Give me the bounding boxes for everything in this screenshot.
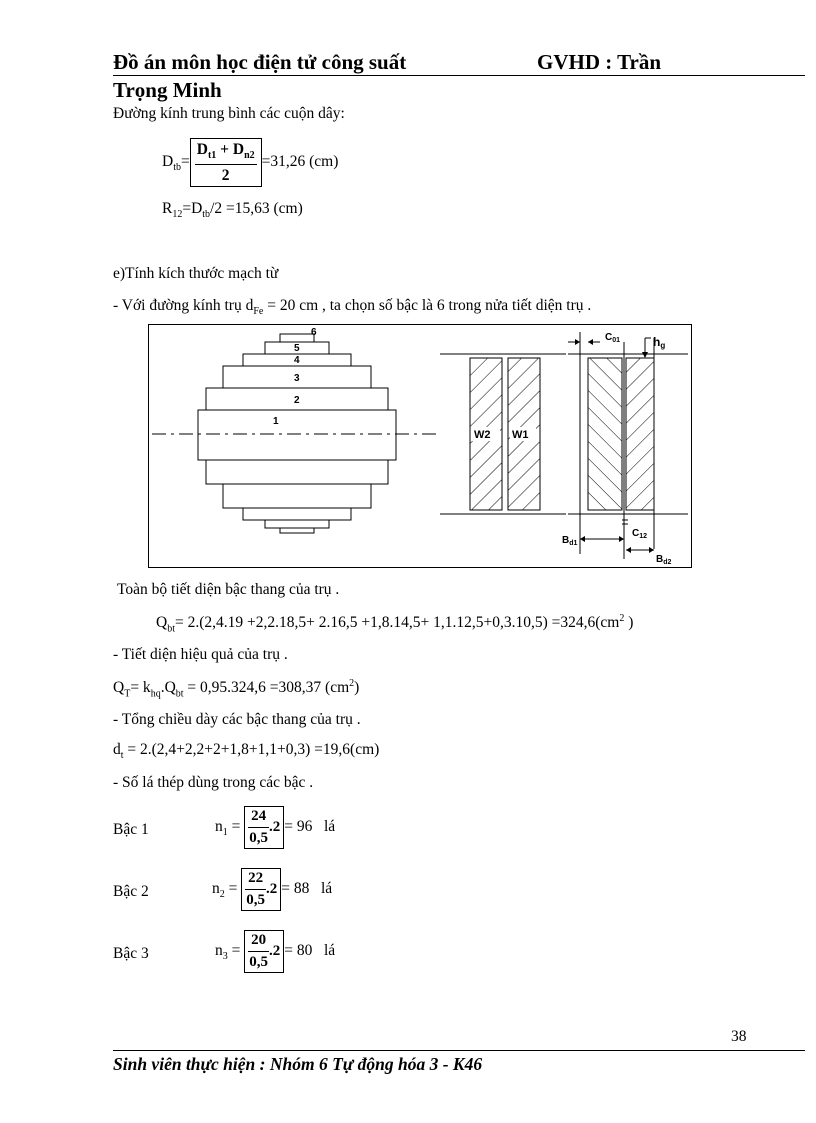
footer-rule: [113, 1050, 805, 1051]
footer-student: Sinh viên thực hiện : Nhóm 6 Tự động hóa 3 - K46: [113, 1054, 483, 1074]
r12-formula: $R_{12}=D_{tb}/2 =15,63$ (cm): [162, 200, 303, 221]
label-hg: hg: [653, 335, 666, 350]
label-bd2: $B_{d2}$: [656, 554, 672, 566]
thick-section-title: - Tổng chiều dày các bậc thang của trụ .: [113, 711, 361, 728]
qt-formula: $Q_T= k_{hq}.Q_{bt} = 0,95.324,6 =308,37$ $(cm^2)$: [113, 678, 360, 700]
step-1-fraction: $\frac{24}{0,5}$ .2: [244, 806, 284, 849]
step-3-label: Bậc 3: [113, 945, 149, 962]
page-number: 38: [731, 1028, 747, 1045]
step-label-3: 3: [294, 373, 300, 384]
dtb-formula: $D_{tb}=$ $\frac{D_{t1} + D_{n2}}{2}$ =31,26 (cm): [162, 138, 338, 187]
total-section-title: Toàn bộ tiết diện bậc thang của trụ .: [117, 581, 340, 598]
step-label-5: 5: [294, 343, 300, 354]
step-6-top: [280, 334, 314, 342]
step-label-4: 4: [294, 355, 300, 366]
eff-section-title: - Tiết diện hiệu quả của trụ .: [113, 646, 288, 663]
coil-outer-detail: [626, 358, 654, 510]
header-rule: [113, 75, 805, 76]
coil-inner-detail: [588, 358, 622, 510]
label-w2: W2: [474, 429, 491, 441]
step-5-bot: [265, 520, 329, 528]
step-4-bot: [243, 508, 351, 520]
step-2-formula: $n_2$ = $\frac{22}{0,5}$ .2 = 88 lá: [212, 868, 332, 911]
step-2-bot: [206, 460, 388, 484]
step-2-label: Bậc 2: [113, 883, 149, 900]
step-1-label: Bậc 1: [113, 821, 149, 838]
step-2-fraction: $\frac{22}{0,5}$ .2: [241, 868, 281, 911]
step-1-formula: $n_1$ = $\frac{24}{0,5}$ .2 = 96 lá: [215, 806, 335, 849]
label-c01: $C_{01}$: [605, 332, 621, 344]
label-w1: W1: [512, 429, 529, 441]
header-advisor: GVHD : Trần: [537, 50, 662, 74]
qbt-formula: $Q_{bt}= 2.(2,4.19 +2,2.18,5+ 2.16,5 +1,8.14,5+ 1,1.12,5+0,3.10,5) =324,6(cm^2$ ): [156, 613, 634, 635]
core-figure: [148, 324, 692, 568]
coil-intro: Đường kính trung bình các cuộn dây:: [113, 105, 345, 122]
step-label-1: 1: [273, 416, 279, 427]
sheets-section-title: - Số lá thép dùng trong các bậc .: [113, 774, 314, 791]
step-label-6: 6: [311, 327, 317, 338]
section-e-line1: - Với đường kính trụ $d_{Fe} = 20$ cm , ta chọn số bậc là 6 trong nửa tiết diện trụ .: [113, 297, 592, 318]
step-1: [198, 410, 396, 460]
step-3-fraction: $\frac{20}{0,5}$ .2: [244, 930, 284, 973]
step-3-formula: $n_3$ = $\frac{20}{0,5}$ .2 = 80 lá: [215, 930, 335, 973]
label-c12: $C_{12}$: [632, 528, 648, 540]
dt-formula: $d_t = 2.(2,4+2,2+2+1,8+1,1+0,3) =19,6(cm)$: [113, 741, 380, 762]
step-label-2: 2: [294, 395, 300, 406]
section-e-title: e)Tính kích thước mạch từ: [113, 265, 279, 282]
header-advisor-cont: Trọng Minh: [113, 78, 222, 102]
label-bd1: $B_{d1}$: [562, 535, 578, 547]
step-6-bot: [280, 528, 314, 533]
step-3-bot: [223, 484, 371, 508]
header-course: Đồ án môn học điện tử công suất: [113, 50, 407, 74]
dtb-fraction: $\frac{D_{t1} + D_{n2}}{2}$: [190, 138, 262, 187]
